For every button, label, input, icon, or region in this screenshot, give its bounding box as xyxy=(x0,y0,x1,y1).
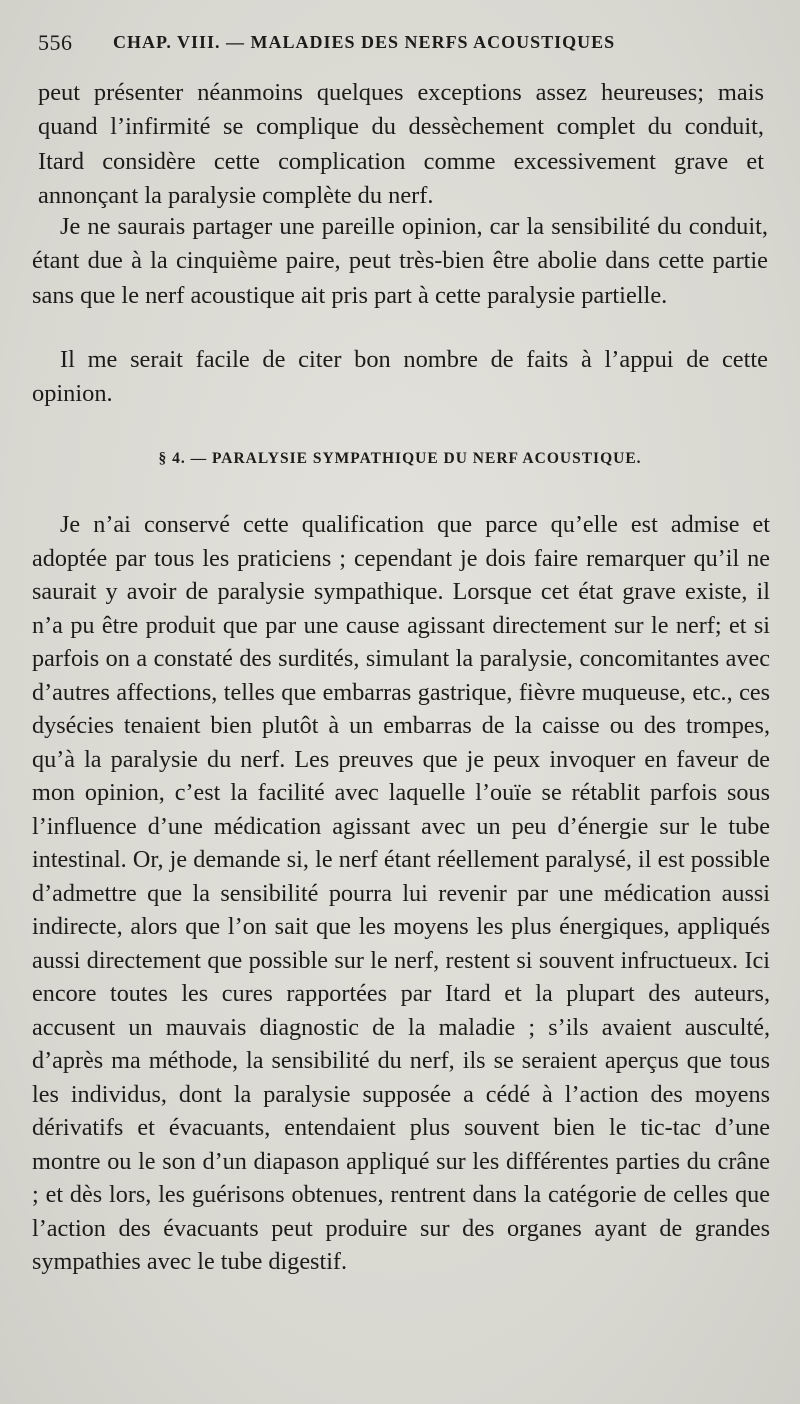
paragraph-continued: peut présenter néanmoins quelques exceptions assez heureuses; mais quand l’infirmité se complique du dessèchement complet du conduit, Itard considère cette complication comme excessivement grave et annonçant la paralysie complète du nerf. xyxy=(38,79,764,210)
page-header xyxy=(38,30,698,60)
paragraph-opinion: Je ne saurais partager une pareille opinion, car la sensibilité du conduit, étant due à la cinquième paire, peut très-bien être abolie dans cette partie sans que le nerf acoustique ait pris part à cette paralysie partielle. xyxy=(32,213,768,309)
paragraph-facts: Il me serait facile de citer bon nombre de faits à l’appui de cette opinion. xyxy=(32,346,768,408)
page-number: 556 xyxy=(38,30,73,55)
section-heading: § 4. — PARALYSIE SYMPATHIQUE DU NERF ACOUSTIQUE. xyxy=(158,450,642,467)
section-body: Je n’ai conservé cette qualification que parce qu’elle est admise et adoptée par tous les praticiens ; cependant je dois faire remarquer qu’il ne saurait y avoir de paralysie sympathique. Lorsque cet état grave existe, il n’a pu être produit que par une cause agissant directement sur le nerf; et si parfois on a constaté des surdités, simulant la paralysie, concomitantes avec d’autres affections, telles que embarras gastrique, fièvre muqueuse, etc., ces dysécies tenaient bien plutôt à un embarras de la caisse ou des trompes, qu’à la paralysie du nerf. Les preuves que je peux invoquer en faveur de mon opinion, c’est la facilité avec laquelle l’ouïe se rétablit parfois sous l’influence d’une médication agissant avec un peu d’énergie sur le tube intestinal. Or, je demande si, le nerf étant réellement paralysé, il est possible d’admettre que la sensibilité pourra lui revenir par une médication aussi indirecte, alors que l’on sait que les moyens les plus énergiques, appliqués aussi directement que possible sur le nerf, restent si souvent infructueux. Ici encore toutes les cures rapportées par Itard et la plupart des auteurs, accusent un mauvais diagnostic de la maladie ; s’ils avaient ausculté, d’après ma méthode, la sensibilité du nerf, ils se seraient aperçus que tous les individus, dont la paralysie supposée a cédé à l’action des moyens dérivatifs et évacuants, entendaient plus souvent bien le tic-tac d’une montre ou le son d’un diapason appliqué sur les différentes parties du crâne ; et dès lors, les guérisons obtenues, rentrent dans la catégorie de celles que l’action des évacuants peut produire sur des organes ayant de grandes sympathies avec le tube digestif. xyxy=(32,511,770,1275)
running-head: CHAP. VIII. — MALADIES DES NERFS ACOUSTIQUES xyxy=(113,32,616,52)
